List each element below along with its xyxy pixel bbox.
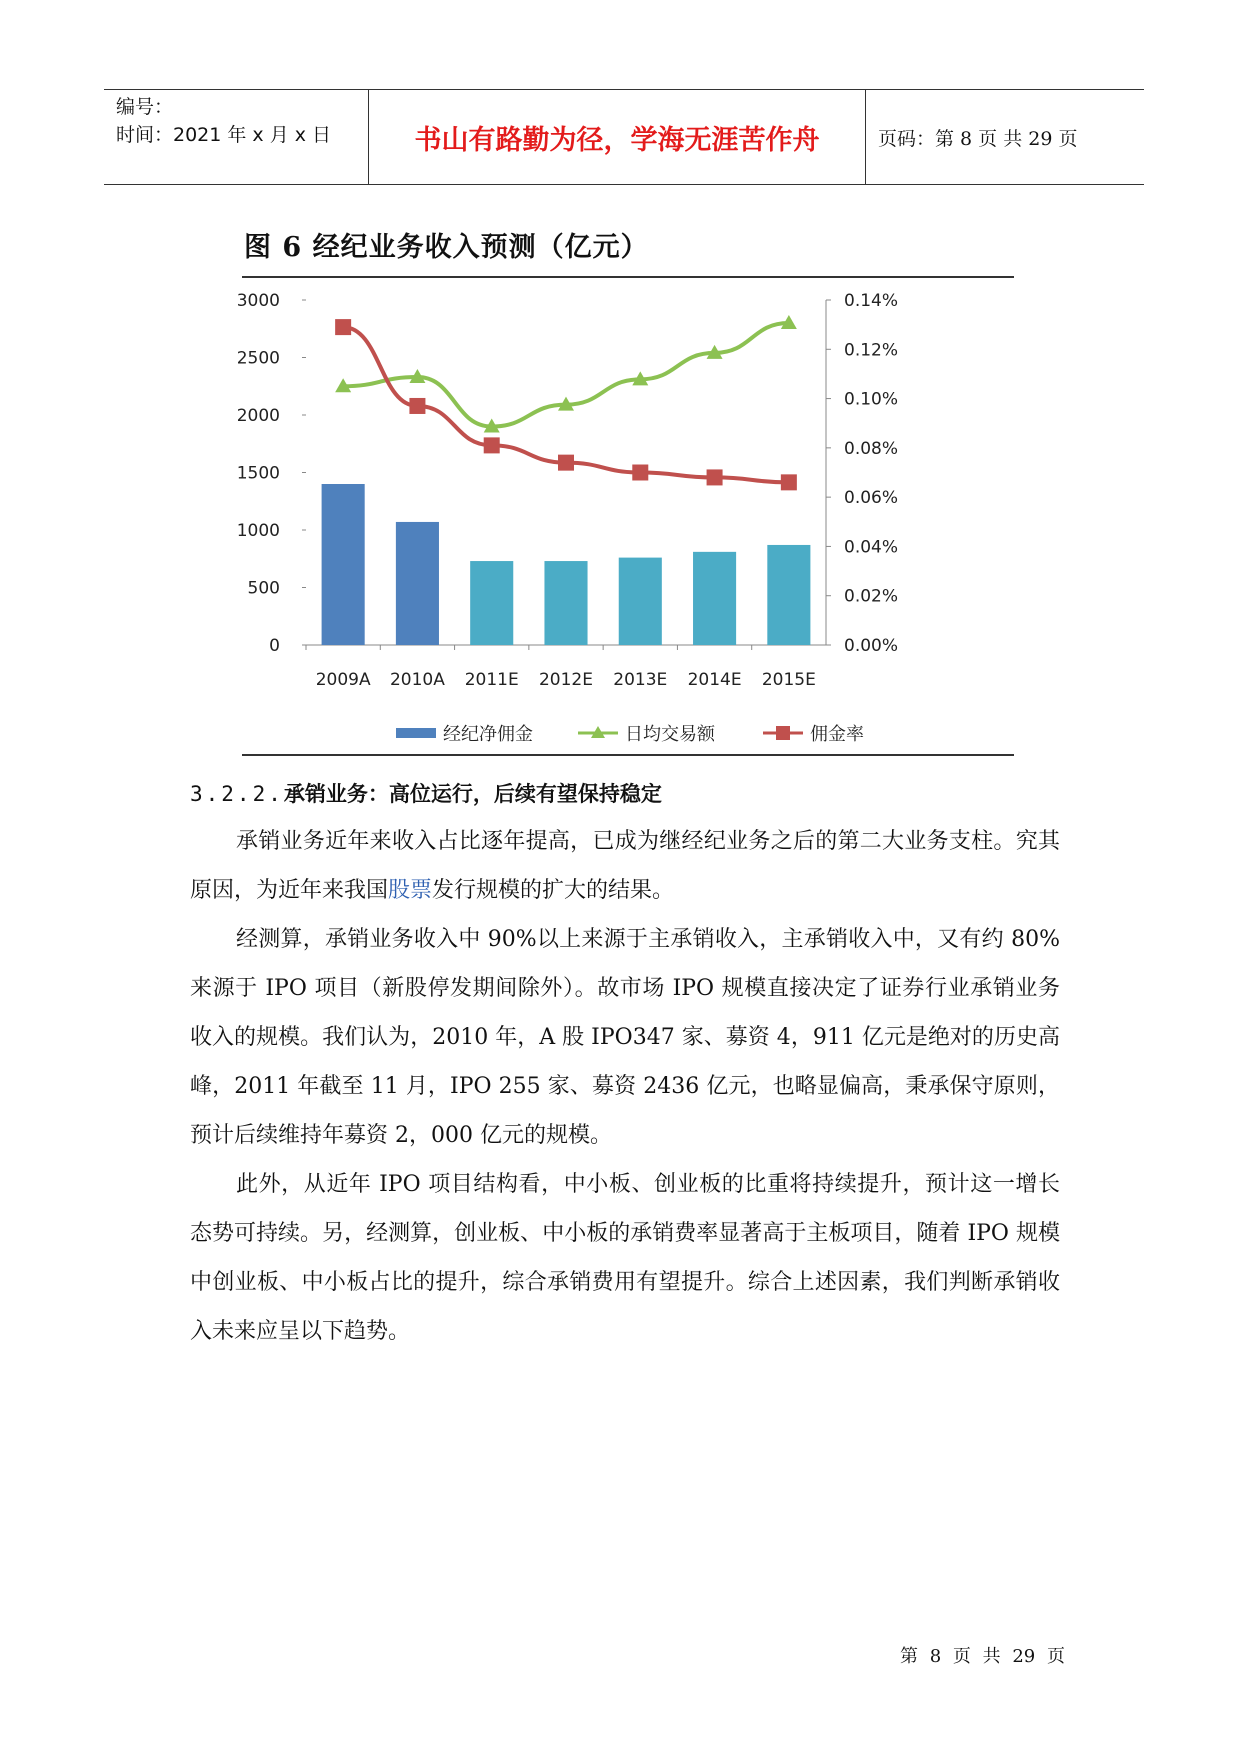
legend-label: 日均交易额	[625, 724, 715, 745]
left-tick-label: 1500	[236, 463, 280, 484]
x-tick-label: 2013E	[613, 670, 668, 690]
right-tick-label: 0.14%	[844, 291, 899, 311]
paragraph-1-text-b: 发行规模的扩大的结果。	[432, 878, 675, 903]
right-tick-label: 0.08%	[844, 438, 899, 459]
legend-label: 经纪净佣金	[443, 724, 533, 745]
left-axis	[237, 291, 306, 656]
doc-number-label: 编号：	[116, 96, 174, 118]
bar-series	[322, 484, 811, 645]
bar-2014E	[693, 552, 736, 645]
right-tick-label: 0.00%	[844, 636, 899, 656]
x-axis	[306, 645, 826, 690]
rate-point-2013E	[632, 465, 648, 481]
rate-point-2009A	[335, 319, 351, 335]
paragraph-1-text-a: 承销业务近年来收入占比逐年提高，已成为继经纪业务之后的第二大业务支柱。究其原因，为近年来我国	[190, 829, 1060, 903]
left-tick-label: 1000	[236, 521, 280, 541]
stock-link[interactable]: 股票	[388, 878, 433, 903]
bar-2015E	[767, 545, 810, 645]
rate-point-2014E	[707, 469, 723, 485]
rate-point-2011E	[484, 437, 500, 453]
right-axis	[826, 291, 898, 656]
bar-2010A	[396, 522, 439, 645]
rate-point-2012E	[558, 455, 574, 471]
left-tick-label: 500	[247, 578, 280, 599]
x-tick-label: 2010A	[389, 670, 445, 690]
chart-legend	[396, 724, 864, 745]
figure-bottom-rule	[242, 754, 1014, 756]
right-tick-label: 0.10%	[844, 389, 899, 410]
header-page-code: 页码：第 8 页 共 29 页	[878, 127, 1078, 150]
page-header	[104, 89, 1144, 185]
x-tick-label: 2009A	[315, 670, 371, 690]
rate-point-2010A	[409, 398, 425, 414]
right-tick-label: 0.12%	[844, 340, 899, 361]
x-tick-label: 2011E	[464, 670, 519, 690]
page-footer: 第 8 页 共 29 页	[900, 1646, 1065, 1667]
paragraph-1	[190, 817, 1060, 915]
x-tick-label: 2014E	[687, 670, 742, 690]
x-tick-label: 2012E	[538, 670, 594, 690]
date-label: 时间：2021 年 x 月 x 日	[116, 124, 332, 146]
header-left-cell	[104, 90, 369, 184]
legend-bar-swatch	[396, 728, 436, 738]
section-number: 3.2.2.	[190, 782, 284, 806]
right-tick-label: 0.02%	[844, 586, 899, 607]
right-tick-label: 0.06%	[844, 488, 899, 509]
paragraph-3: 此外，从近年 IPO 项目结构看，中小板、创业板的比重将持续提升，预计这一增长态势可持续。另，经测算，创业板、中小板的承销费率显著高于主板项目，随着 IPO 规模中创业板、中小板占比的提升，综合承销费用有望提升。综合上述因素，我们判断承销收入未来应呈以下趋势。	[190, 1172, 1060, 1344]
left-tick-label: 3000	[236, 291, 280, 311]
rate-point-2015E	[781, 474, 797, 490]
section-title: 承销业务：高位运行，后续有望保持稳定	[283, 782, 662, 806]
bar-2009A	[322, 484, 365, 645]
bar-2012E	[544, 561, 587, 645]
brokerage-revenue-chart	[236, 278, 1014, 754]
legend-label: 佣金率	[810, 724, 864, 745]
left-tick-label: 0	[269, 636, 280, 656]
legend-square-marker	[776, 726, 790, 740]
x-tick-label: 2015E	[761, 670, 816, 690]
left-tick-label: 2500	[236, 348, 280, 369]
body-text	[190, 817, 1060, 1356]
left-tick-label: 2000	[236, 406, 280, 426]
bar-2013E	[619, 558, 662, 645]
section-heading	[190, 778, 662, 808]
header-motto: 书山有路勤为径，学海无涯苦作舟	[369, 90, 866, 184]
volume-line-series	[335, 315, 797, 433]
right-tick-label: 0.04%	[844, 537, 899, 558]
figure-title: 图 6 经纪业务收入预测（亿元）	[244, 232, 649, 263]
bar-2011E	[470, 561, 513, 645]
paragraph-2: 经测算，承销业务收入中 90%以上来源于主承销收入，主承销收入中，又有约 80%来源于 IPO 项目（新股停发期间除外）。故市场 IPO 规模直接决定了证券行业承销业务收入的规模。我们认为，2010 年，A 股 IPO347 家、募资 4，911 亿元是绝对的历史高峰，2011 年截至 11 月，IPO 255 家、募资 2436 亿元，也略显偏高，秉承保守原则，预计后续维持年募资 2，000 亿元的规模。	[190, 927, 1060, 1148]
